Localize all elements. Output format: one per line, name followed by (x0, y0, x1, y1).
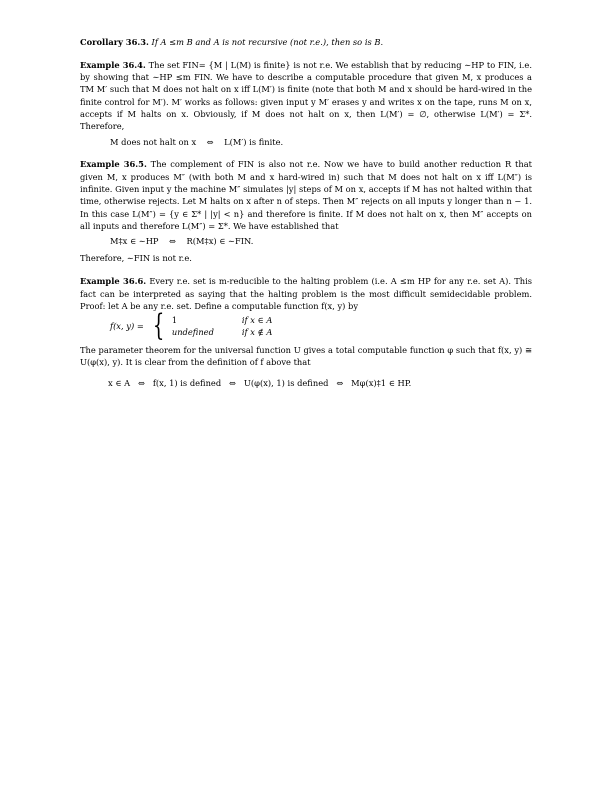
function-definition-cases (110, 308, 532, 344)
corollary-text: If A ≤m B and A is not recursive (not r.e.), then so is B. (151, 37, 384, 47)
example-36-5-conclusion: Therefore, ∼FIN is not r.e. (80, 253, 192, 264)
case-1-value: 1 (171, 314, 178, 325)
example-36-4-display-equation: M does not halt on x ⇔ L(M′) is finite. (110, 136, 284, 147)
example-36-6-paragraph (80, 275, 532, 312)
example-36-6-text: Every r.e. set is m-reducible to the halting problem (i.e. A ≤m HP for any r.e. set A). This fact can be interpreted as saying that the halting problem is the most difficult semidecidable problem. Proof: let A be any r.e. set. Define a computable function f(x, y) by (80, 276, 532, 311)
example-36-5-title: Example 36.5. (80, 159, 147, 170)
case-2-condition: if x ∉ A (241, 327, 273, 338)
example-36-5-display-equation: M‡x ∈ ∼HP ⇔ R(M‡x) ∈ ∼FIN. (110, 236, 254, 247)
case-2-value: undefined (171, 327, 214, 338)
example-36-6-title: Example 36.6. (80, 276, 147, 287)
example-36-4-text: The set FIN= {M | L(M) is finite} is not r.e. We establish that by reducing ∼HP to FIN, i.e. by showing that ∼HP ≤m FIN. We have to describe a computable procedure that given M, x produces a TM M′ such that M does not halt on x iff L(M′) is finite (note that both M and x should be hard-wired in the finite control for M′). M′ works as follows: given input y M′ erases y and writes x on the tape, runs M on x, accepts if M halts on x. Obviously, if M does not halt on x, then L(M′) = ∅, otherwise L(M′) = Σ*. Therefore, (80, 59, 532, 132)
page (80, 36, 532, 400)
case-1-condition: if x ∈ A (241, 314, 273, 325)
cases-lhs: f(x, y) = (110, 320, 144, 331)
example-36-6-display-equation: x ∈ A ⇔ f(x, 1) is defined ⇔ U(φ(x), 1) is defined ⇔ Mφ(x)‡1 ∈ HP. (108, 377, 412, 388)
example-36-5-text: The complement of FIN is also not r.e. Now we have to build another reduction R that given M, x produces M″ (with both M and x hard-wired in) such that M does not halt on x iff L(M″) is infinite. Given input y the machine M″ simulates |y| steps of M on x, accepts if M has not halted within that time, otherwise rejects. Let M halts on x after n of steps. Then M″ rejects on all inputs y longer than n − 1. In this case L(M″) = {y ∈ Σ* | |y| < n} and therefore is finite. If M does not halt on x, then M″ accepts on all inputs and therefore L(M″) = Σ*. We have established that (80, 159, 532, 231)
example-36-5-paragraph (80, 158, 532, 232)
corollary-36-3 (80, 36, 532, 48)
example-36-5 (80, 158, 532, 264)
example-36-4-title: Example 36.4. (80, 59, 146, 70)
left-brace: { (152, 308, 165, 344)
example-36-4 (80, 59, 532, 148)
corollary-title: Corollary 36.3. (80, 37, 149, 47)
example-36-4-paragraph (80, 59, 532, 133)
cases-rows (172, 314, 272, 339)
example-36-6-paragraph-2: The parameter theorem for the universal function U gives a total computable function φ such that f(x, y) ≅ U(φ(x), y). It is clear from the definition of f above that (80, 345, 532, 368)
example-36-6 (80, 275, 532, 389)
